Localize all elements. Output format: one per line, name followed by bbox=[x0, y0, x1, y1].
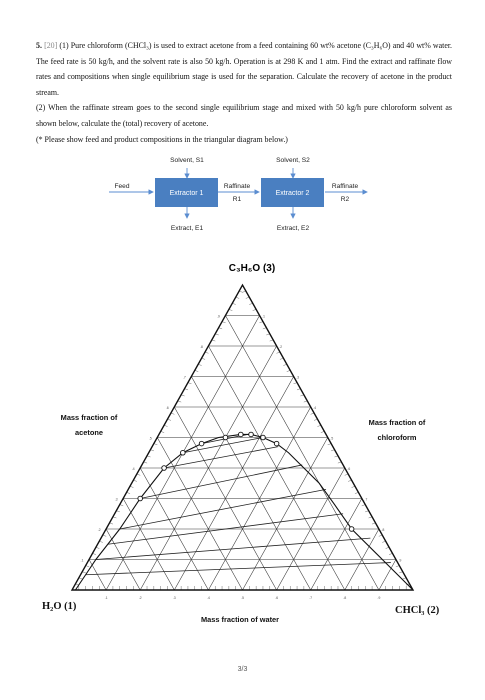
tick-label: .8 bbox=[381, 528, 385, 532]
tie-line bbox=[96, 538, 371, 559]
problem-points: [20] bbox=[44, 41, 58, 50]
binodal-curve bbox=[75, 434, 413, 590]
tick-label: .4 bbox=[313, 406, 317, 410]
left-vertex-label: H₂O (1) bbox=[42, 601, 77, 612]
tick-label: .5 bbox=[148, 436, 152, 441]
equilibrium-point bbox=[274, 441, 279, 446]
right-vertex-label: CHCl₃ (2) bbox=[395, 605, 440, 616]
tick-label: .6 bbox=[275, 596, 279, 600]
page-number: 3/3 bbox=[237, 666, 248, 673]
equilibrium-point bbox=[162, 466, 167, 471]
extractor1-label: Extractor 1 bbox=[169, 190, 204, 197]
tick-label: .3 bbox=[114, 497, 118, 502]
problem-note: (* Please show feed and product compositions in the triangular diagram below.) bbox=[36, 134, 288, 144]
extract2-label: Extract, E2 bbox=[276, 225, 310, 232]
tick-label: .6 bbox=[347, 467, 351, 471]
tick-label: .4 bbox=[131, 467, 135, 471]
tie-lines bbox=[86, 434, 391, 574]
raffinate1-label: Raffinate bbox=[223, 183, 251, 190]
grid-line-water bbox=[225, 316, 378, 591]
equilibrium-point bbox=[261, 435, 266, 440]
solvent2-label: Solvent, S2 bbox=[276, 157, 310, 164]
tick-label: .1 bbox=[262, 314, 266, 319]
feed-label: Feed bbox=[114, 183, 130, 190]
ternary-grid bbox=[89, 316, 396, 591]
tick-label: .6 bbox=[165, 406, 169, 410]
tick-label: .2 bbox=[138, 596, 142, 600]
tick-label: .5 bbox=[330, 436, 334, 441]
tick-label: .5 bbox=[241, 596, 244, 600]
tick-label: .1 bbox=[104, 596, 108, 600]
raffinate2-label: Raffinate bbox=[331, 183, 359, 190]
tick-label: .9 bbox=[398, 558, 402, 563]
right-axis-label-line1: Mass fraction of bbox=[368, 418, 426, 427]
tie-line bbox=[120, 489, 326, 529]
equilibrium-point bbox=[138, 496, 143, 501]
grid-line-chloroform bbox=[174, 377, 293, 591]
tick-label: .3 bbox=[172, 596, 176, 600]
left-axis-label-line1: Mass fraction of bbox=[60, 413, 118, 422]
tick-label: .1 bbox=[80, 558, 84, 563]
right-axis-label bbox=[352, 415, 442, 445]
tick-label: .9 bbox=[377, 596, 381, 600]
raffinate2-id: R2 bbox=[340, 196, 350, 203]
raffinate1-id: R1 bbox=[232, 196, 242, 203]
tick-label: .7 bbox=[364, 497, 368, 502]
top-vertex-label: C₃H₆O (3) bbox=[228, 263, 276, 274]
tie-line bbox=[183, 438, 263, 453]
extract1-label: Extract, E1 bbox=[170, 225, 204, 232]
tick-label: .8 bbox=[343, 596, 347, 600]
equilibrium-point bbox=[349, 527, 354, 532]
tick-label: .2 bbox=[97, 528, 101, 532]
equilibrium-point bbox=[199, 441, 204, 446]
left-axis-label bbox=[44, 410, 134, 440]
tick-label: .7 bbox=[309, 596, 313, 600]
equilibrium-point bbox=[223, 435, 228, 440]
bottom-axis-label: Mass fraction of water bbox=[200, 615, 280, 624]
tick-label: .7 bbox=[182, 375, 186, 380]
equilibrium-point bbox=[181, 450, 186, 455]
left-axis-label-line2: acetone bbox=[75, 428, 103, 437]
grid-line-chloroform bbox=[311, 499, 362, 591]
tick-label: .3 bbox=[296, 375, 300, 380]
extractor2-label: Extractor 2 bbox=[275, 190, 310, 197]
tick-label: .4 bbox=[206, 596, 210, 600]
equilibrium-point bbox=[249, 432, 254, 437]
tie-line bbox=[164, 447, 278, 468]
grid-line-water bbox=[191, 377, 310, 591]
right-axis-label-line2: chloroform bbox=[377, 433, 417, 442]
tie-line bbox=[86, 563, 391, 575]
equilibrium-point bbox=[238, 432, 243, 437]
tick-label: .9 bbox=[216, 314, 220, 319]
problem-part-2: (2) When the raffinate stream goes to the second single equilibrium stage and mixed with 50 kg/h pure chloroform solvent as shown below, calculate the (total) recovery of acetone. bbox=[36, 103, 452, 128]
solvent1-label: Solvent, S1 bbox=[170, 157, 204, 164]
tick-label: .2 bbox=[279, 345, 283, 349]
tick-label: .8 bbox=[199, 345, 203, 349]
problem-number: 5. bbox=[36, 41, 42, 50]
problem-part-1-text: (1) Pure chloroform (CHCl₃) is used to extract acetone from a feed containing 60 wt% acetone (C₃H₆O) and 40 wt% water. The feed rate is 50 kg/h, and the solvent rate is also 50 kg/h. Operation is at 298 K and 1 atm. Find the extract and raffinate flow rates and compositions when single equilibrium stage is used for the separation. Calculate the recovery of acetone in the product stream. bbox=[36, 41, 452, 97]
